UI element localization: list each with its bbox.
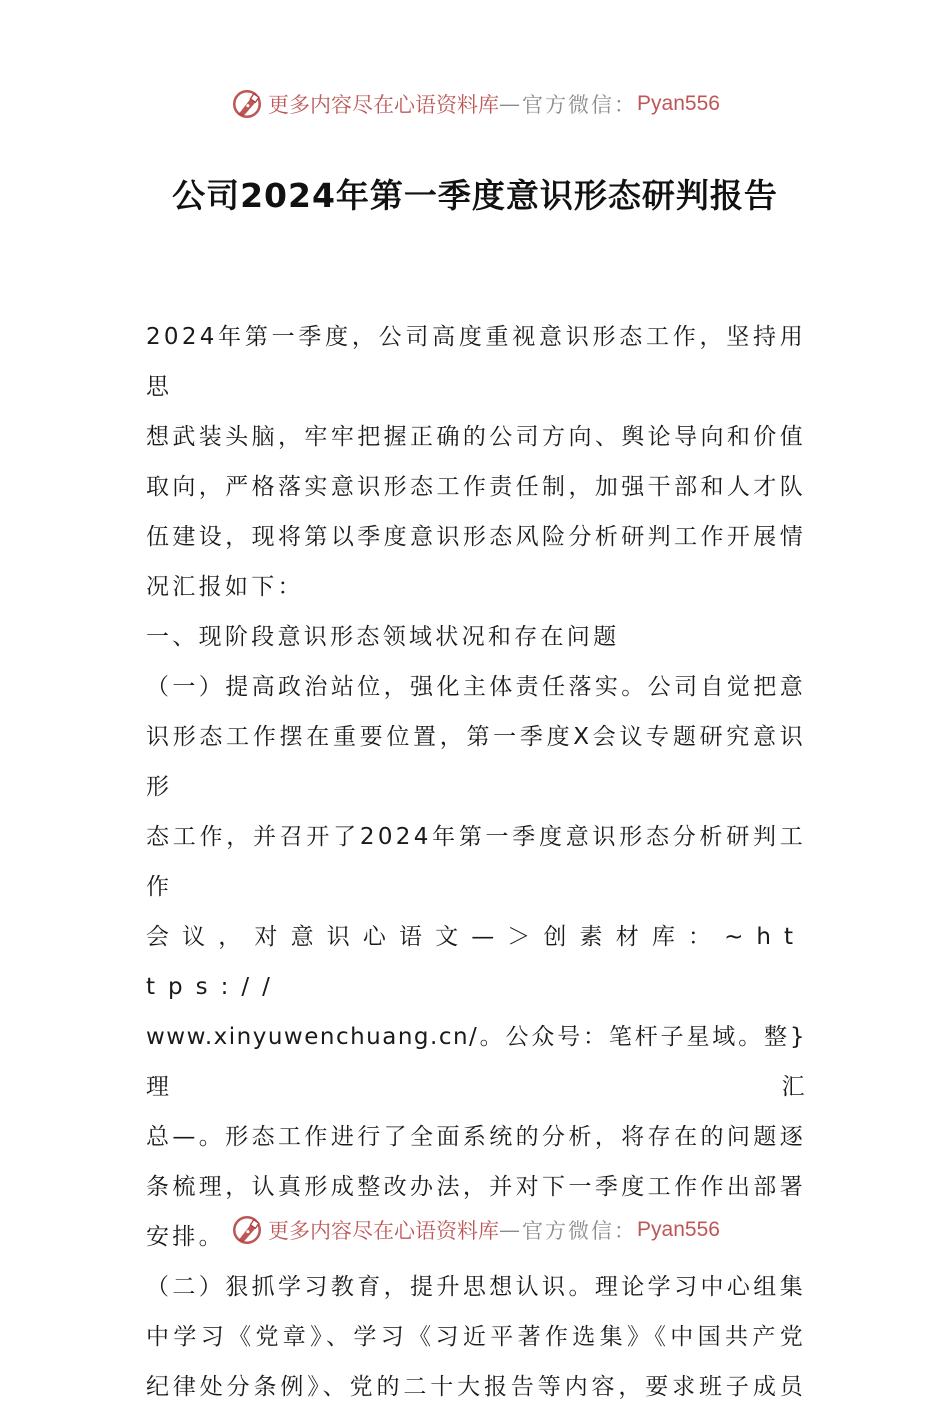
watermark-dash: — [499, 1218, 523, 1242]
text-line: （一）提高政治站位，强化主体责任落实。公司自觉把意 [146, 674, 806, 700]
text-line: 想武装头脑，牢牢把握正确的公司方向、舆论导向和价值 [146, 424, 806, 450]
watermark-site-text: 更多内容尽在心语资料库 [268, 1219, 500, 1243]
text-line: 态工作，并召开了2024年第一季度意识形态分析研判工作 [146, 824, 806, 900]
watermark-dash: — [499, 92, 523, 116]
text-line: 纪律处分条例》、党的二十大报告等内容，要求班子成员 [146, 1374, 806, 1400]
text-line: 伍建设，现将第以季度意识形态风险分析研判工作开展情 [146, 524, 806, 550]
pen-nib-circle-icon [230, 1213, 264, 1247]
text-line: www.xinyuwenchuang.cn/。公众号：笔杆子星域。整}理汇 [146, 1024, 806, 1100]
text-line-spaced: 会议，对意识心语文—＞创素材库：~https:// [146, 924, 806, 1000]
watermark-wechat-id: Pyan556 [637, 1218, 720, 1241]
footer-watermark [0, 1210, 950, 1250]
watermark-wechat-label: 官方微信： [522, 93, 638, 117]
text-line: 况汇报如下： [146, 574, 304, 600]
watermark-site-text: 更多内容尽在心语资料库 [268, 93, 500, 117]
text-line: 一、现阶段意识形态领域状况和存在问题 [146, 624, 620, 650]
paragraph-intro [146, 312, 806, 612]
text-line: 中学习《党章》、学习《习近平著作选集》《中国共产党 [146, 1324, 806, 1350]
text-line: 安排。 [146, 1224, 225, 1250]
text-line: 总—。形态工作进行了全面系统的分析，将存在的问题逐 [146, 1124, 806, 1150]
paragraph-subsection-2 [146, 1262, 806, 1412]
pen-nib-circle-icon [230, 87, 264, 121]
document-title: 公司2024年第一季度意识形态研判报告 [172, 176, 778, 215]
paragraph-subsection-1 [146, 662, 806, 1262]
section-heading-1 [146, 612, 806, 662]
watermark-wechat-id: Pyan556 [637, 92, 720, 115]
watermark-wechat-label: 官方微信： [522, 1219, 638, 1243]
text-line: 识形态工作摆在重要位置，第一季度X会议专题研究意识形 [146, 724, 806, 800]
text-line: 条梳理，认真形成整改办法，并对下一季度工作作出部署 [146, 1174, 806, 1200]
header-watermark [0, 84, 950, 124]
text-line: 2024年第一季度，公司高度重视意识形态工作，坚持用思 [146, 324, 806, 400]
text-line: 取向，严格落实意识形态工作责任制，加强干部和人才队 [146, 474, 806, 500]
text-line: （二）狠抓学习教育，提升思想认识。理论学习中心组集 [146, 1274, 806, 1300]
